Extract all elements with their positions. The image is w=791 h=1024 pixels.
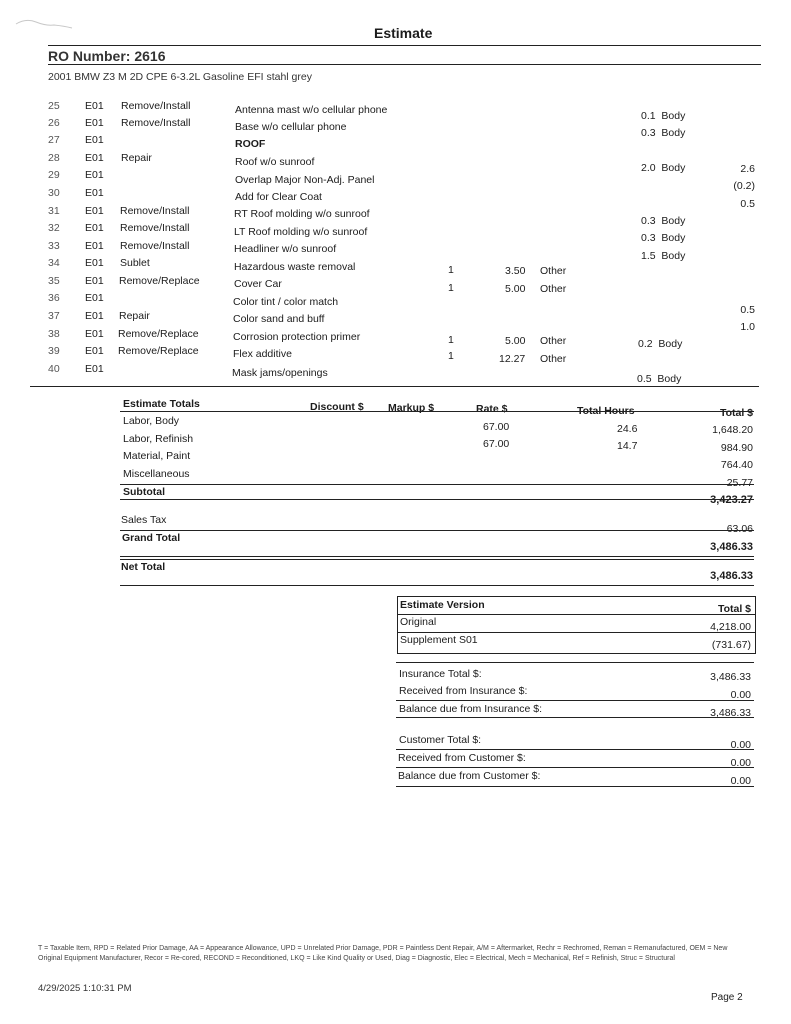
- title-rule: [48, 45, 761, 46]
- line-number: 29: [48, 169, 60, 181]
- totals-row-label: Labor, Body: [123, 415, 180, 427]
- paint-cell: 2.6: [740, 163, 755, 175]
- line-operation: Repair: [121, 152, 152, 164]
- section-heading-roof: ROOF: [235, 138, 266, 150]
- totals-header-hours: Total Hours: [577, 405, 635, 417]
- line-code: E01: [85, 345, 104, 357]
- page-number: Page 2: [711, 992, 743, 1003]
- totals-row-total: 1,648.20: [712, 424, 753, 436]
- grand-top-rule: [120, 530, 754, 531]
- line-operation: Remove/Install: [120, 240, 190, 252]
- totals-row-total: 25.77: [726, 477, 753, 489]
- line-code: E01: [85, 134, 104, 146]
- line-description: Cover Car: [234, 278, 282, 290]
- line-number: 38: [48, 328, 60, 340]
- totals-header-discount: Discount $: [310, 401, 364, 413]
- line-number: 40: [48, 363, 60, 375]
- labor-cell: 0.1 Body: [641, 110, 686, 122]
- subtotal-label: Subtotal: [123, 486, 165, 498]
- insurance-top-rule: [396, 662, 754, 663]
- balance-insurance-value: 3,486.33: [710, 707, 751, 719]
- totals-row-rate: 67.00: [483, 421, 510, 433]
- line-code: E01: [85, 363, 104, 375]
- received-from-customer-value: 0.00: [730, 757, 751, 769]
- qty-cell: 1: [448, 350, 454, 362]
- line-operation: Sublet: [120, 257, 150, 269]
- insurance-bottom-rule: [396, 717, 754, 718]
- totals-row-rate: 67.00: [483, 438, 510, 450]
- grand-total-label: Grand Total: [122, 532, 181, 544]
- ro-rule: [48, 64, 761, 65]
- line-code: E01: [85, 100, 104, 112]
- received-from-insurance-value: 0.00: [730, 689, 751, 701]
- line-number: 31: [48, 205, 60, 217]
- line-code: E01: [85, 152, 104, 164]
- labor-cell: 1.5 Body: [641, 250, 686, 262]
- line-number: 36: [48, 292, 60, 304]
- line-operation: Remove/Install: [121, 117, 191, 129]
- customer-bottom-rule: [396, 786, 754, 787]
- totals-row-hours: 14.7: [617, 440, 638, 452]
- type-cell: Other: [540, 283, 567, 295]
- line-operation: Remove/Install: [121, 100, 191, 112]
- insurance-balance-rule: [396, 700, 754, 701]
- line-description: Color sand and buff: [233, 313, 325, 325]
- print-timestamp: 4/29/2025 1:10:31 PM: [38, 983, 132, 994]
- qty-cell: 1: [448, 264, 454, 276]
- insurance-total-value: 3,486.33: [710, 671, 751, 683]
- balance-customer-label: Balance due from Customer $:: [398, 770, 541, 782]
- paint-cell: 0.5: [740, 198, 755, 210]
- price-cell: 12.27: [499, 353, 526, 365]
- labor-cell: 0.5 Body: [637, 373, 682, 385]
- line-code: E01: [85, 117, 104, 129]
- line-number: 33: [48, 240, 60, 252]
- sales-tax-value: 63.06: [726, 523, 753, 535]
- line-code: E01: [85, 275, 104, 287]
- line-description: RT Roof molding w/o sunroof: [234, 208, 370, 220]
- totals-header-markup: Markup $: [388, 402, 435, 414]
- line-operation: Remove/Install: [120, 205, 190, 217]
- line-description: Add for Clear Coat: [235, 191, 322, 203]
- line-operation: Remove/Replace: [118, 328, 199, 340]
- version-original-total: 4,218.00: [710, 621, 751, 633]
- totals-row-label: Miscellaneous: [123, 468, 190, 480]
- ro-number: RO Number: 2616: [48, 48, 166, 64]
- version-row-rule: [398, 632, 755, 633]
- insurance-total-label: Insurance Total $:: [399, 668, 482, 680]
- line-operation: Remove/Install: [120, 222, 190, 234]
- type-cell: Other: [540, 353, 567, 365]
- line-number: 35: [48, 275, 60, 287]
- type-cell: Other: [540, 335, 567, 347]
- line-description: Antenna mast w/o cellular phone: [235, 104, 388, 116]
- line-number: 27: [48, 134, 60, 146]
- line-number: 39: [48, 345, 60, 357]
- line-number: 28: [48, 152, 60, 164]
- line-code: E01: [85, 310, 104, 322]
- type-cell: Other: [540, 265, 567, 277]
- customer-row-rule: [396, 749, 754, 750]
- totals-header-rate: Rate $: [476, 403, 508, 415]
- balance-customer-value: 0.00: [730, 775, 751, 787]
- line-number: 26: [48, 117, 60, 129]
- grand-total-value: 3,486.33: [710, 541, 753, 553]
- subtotal-value: 3,423.27: [710, 494, 753, 506]
- line-code: E01: [85, 222, 104, 234]
- labor-cell: 0.3 Body: [641, 127, 686, 139]
- labor-cell: 2.0 Body: [641, 162, 686, 174]
- line-description: Flex additive: [233, 348, 292, 360]
- line-items-rule: [30, 386, 759, 387]
- totals-header-label: Estimate Totals: [123, 398, 200, 410]
- sales-tax-label: Sales Tax: [121, 514, 167, 526]
- line-number: 34: [48, 257, 60, 269]
- line-number: 30: [48, 187, 60, 199]
- grand-rule: [120, 556, 754, 557]
- line-code: E01: [85, 240, 104, 252]
- version-original-label: Original: [400, 616, 437, 628]
- version-header-label: Estimate Version: [400, 599, 485, 611]
- version-supplement-total: (731.67): [711, 639, 751, 651]
- line-description: Overlap Major Non-Adj. Panel: [235, 174, 375, 186]
- customer-total-value: 0.00: [730, 739, 751, 751]
- line-code: E01: [85, 292, 104, 304]
- line-code: E01: [85, 187, 104, 199]
- price-cell: 5.00: [505, 283, 526, 295]
- customer-balance-rule: [396, 767, 754, 768]
- totals-header-rule: [120, 411, 754, 412]
- totals-row-label: Material, Paint: [123, 450, 191, 462]
- labor-cell: 0.2 Body: [638, 338, 683, 350]
- line-description: LT Roof molding w/o sunroof: [234, 226, 368, 238]
- version-supplement-label: Supplement S01: [400, 634, 478, 646]
- line-code: E01: [85, 257, 104, 269]
- scan-mark: [14, 16, 74, 30]
- line-number: 25: [48, 100, 60, 112]
- line-description: Hazardous waste removal: [234, 261, 356, 273]
- paint-cell: (0.2): [733, 180, 755, 192]
- line-code: E01: [85, 205, 104, 217]
- price-cell: 5.00: [505, 335, 526, 347]
- version-header-total: Total $: [717, 603, 751, 615]
- line-description: Roof w/o sunroof: [235, 156, 315, 168]
- totals-row-total: 984.90: [720, 442, 753, 454]
- subtotal-top-rule: [120, 484, 754, 485]
- line-operation: Remove/Replace: [118, 345, 199, 357]
- price-cell: 3.50: [505, 265, 526, 277]
- net-total-value: 3,486.33: [710, 570, 753, 582]
- line-number: 37: [48, 310, 60, 322]
- totals-row-hours: 24.6: [617, 423, 638, 435]
- line-description: Base w/o cellular phone: [235, 121, 347, 133]
- balance-insurance-label: Balance due from Insurance $:: [399, 703, 543, 715]
- line-number: 32: [48, 222, 60, 234]
- line-description: Color tint / color match: [233, 296, 339, 308]
- line-operation: Remove/Replace: [119, 275, 200, 287]
- received-from-customer-label: Received from Customer $:: [398, 752, 526, 764]
- net-total-label: Net Total: [121, 561, 166, 573]
- labor-cell: 0.3 Body: [641, 232, 686, 244]
- line-code: E01: [85, 328, 104, 340]
- net-rule: [120, 585, 754, 586]
- customer-total-label: Customer Total $:: [399, 734, 482, 746]
- line-operation: Repair: [119, 310, 150, 322]
- vehicle-description: 2001 BMW Z3 M 2D CPE 6-3.2L Gasoline EFI stahl grey: [48, 71, 312, 83]
- line-description: Headliner w/o sunroof: [234, 243, 337, 255]
- qty-cell: 1: [448, 334, 454, 346]
- line-code: E01: [85, 169, 104, 181]
- totals-header-total: Total $: [719, 407, 753, 419]
- page-title: Estimate: [374, 25, 433, 41]
- subtotal-rule: [120, 499, 754, 500]
- net-top-rule: [120, 559, 754, 560]
- paint-cell: 0.5: [740, 304, 755, 316]
- abbreviation-legend: T = Taxable Item, RPD = Related Prior Damage, AA = Appearance Allowance, UPD = Unrelated Prior Damage, PDR = Paintless Dent Repair, A/M = Aftermarket, Rechr = Rechromed, Reman = Remanufactured, OEM = New Original Equipment Manufacturer, Recor = Re-cored, RECOND = Reconditioned, LKQ = Like Kind Quality or Used, Diag = Diagnostic, Elec = Electrical, Mech = Mechanical, Ref = Refinish, Struc = Structural: [38, 945, 728, 962]
- line-description: Mask jams/openings: [232, 367, 328, 379]
- line-description: Corrosion protection primer: [233, 331, 361, 343]
- totals-row-total: 764.40: [720, 459, 753, 471]
- totals-row-label: Labor, Refinish: [123, 433, 194, 445]
- paint-cell: 1.0: [740, 321, 755, 333]
- received-from-insurance-label: Received from Insurance $:: [399, 685, 528, 697]
- labor-cell: 0.3 Body: [641, 215, 686, 227]
- qty-cell: 1: [448, 282, 454, 294]
- version-header-rule: [398, 614, 755, 615]
